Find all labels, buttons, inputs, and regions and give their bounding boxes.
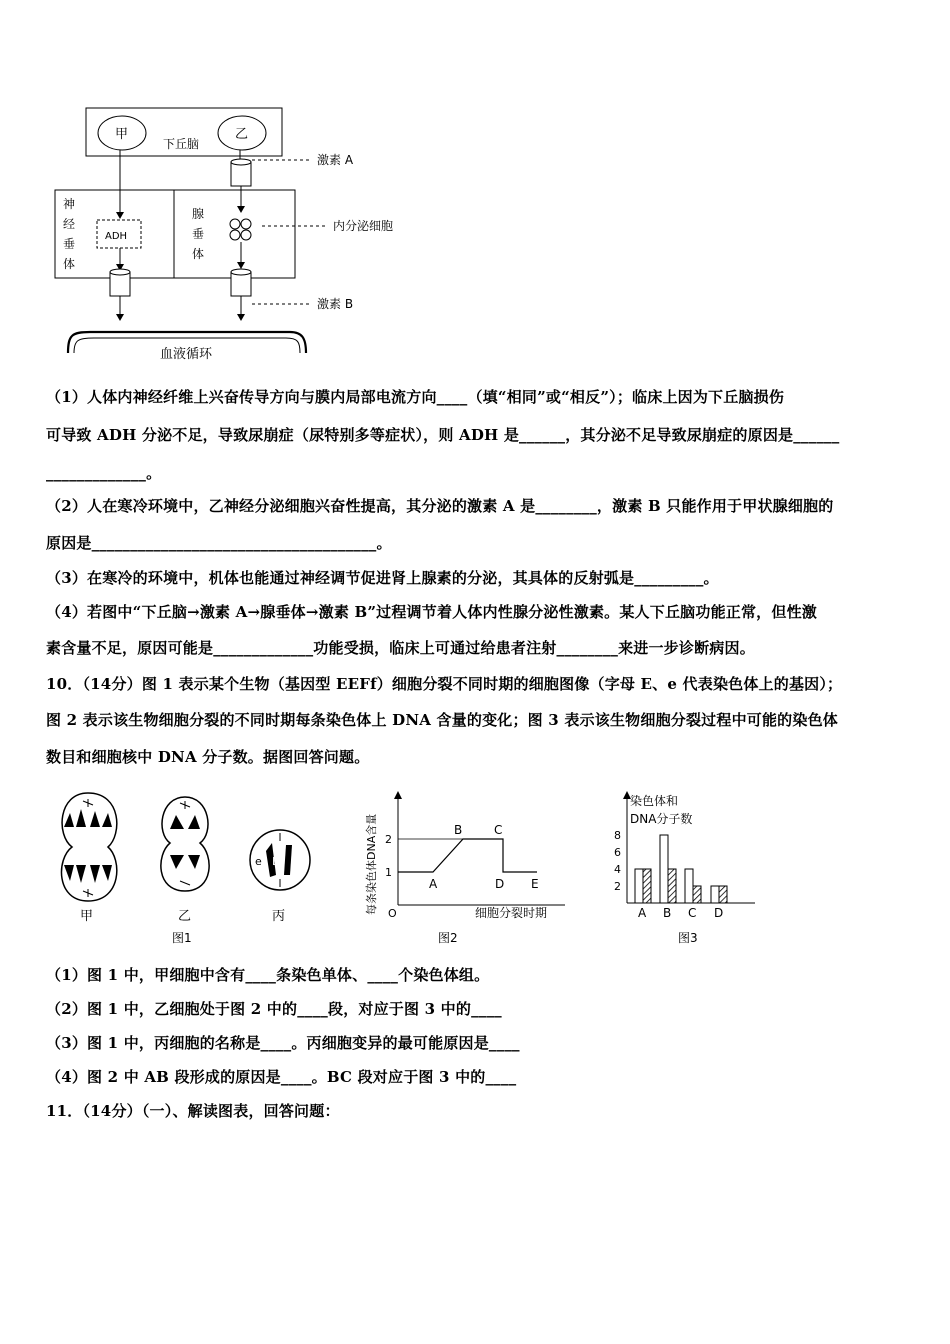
fig2-origin: O <box>388 907 397 920</box>
fig3-caption: 图3 <box>678 931 698 945</box>
q9-line-7: （4）若图中“下丘脑→激素 A→腺垂体→激素 B”过程调节着人体内性腺分泌性激素。某人下丘脑功能正常，但性激 <box>46 603 817 621</box>
gene-E-label: E <box>272 855 279 868</box>
fig3-bar-chromosome-B <box>660 835 668 903</box>
fig3-ylabel-2: DNA分子数 <box>630 812 693 826</box>
fig3-ytick-6: 6 <box>614 846 621 859</box>
svg-text:体: 体 <box>192 247 205 261</box>
endocrine-cell-label: 内分泌细胞 <box>333 219 394 233</box>
svg-text:垂: 垂 <box>192 227 205 241</box>
fig3-bar-chromosome-A <box>635 869 643 903</box>
neuro-pituitary-label <box>63 196 75 271</box>
fig2-ytick-2: 2 <box>385 833 392 846</box>
fig3-ytick-4: 4 <box>614 863 621 876</box>
figure-3-chart <box>605 785 765 955</box>
cell-jia-anaphase <box>61 793 116 901</box>
fig3-bar-dna-D <box>719 886 727 903</box>
fig2-point-B: B <box>454 823 463 837</box>
fig2-point-E: E <box>531 877 539 891</box>
hormone-b-label: 激素 B <box>317 297 354 311</box>
q9-line-3: _____________。 <box>46 464 162 482</box>
vesicle-right <box>231 269 251 296</box>
fig2-point-D: D <box>495 877 505 891</box>
svg-text:神: 神 <box>63 197 76 211</box>
fig3-category-C: C <box>688 906 697 920</box>
q9-line-1: （1）人体内神经纤维上兴奋传导方向与膜内局部电流方向____（填“相同”或“相反”）；临床上因为下丘脑损伤 <box>46 388 785 406</box>
fig3-category-A: A <box>638 906 647 920</box>
fig3-ytick-2: 2 <box>614 880 621 893</box>
svg-text:经: 经 <box>63 217 76 231</box>
q10-line-2: 图 2 表示该生物细胞分裂的不同时期每条染色体上 DNA 含量的变化；图 3 表示该生物细胞分裂过程中可能的染色体 <box>46 711 838 729</box>
adeno-pituitary-label <box>192 207 204 261</box>
q9-line-2: 可导致 ADH 分泌不足，导致尿崩症（尿特别多等症状），则 ADH 是______，其分泌不足导致尿崩症的原因是______ <box>46 426 840 444</box>
q9-line-8: 素含量不足，原因可能是_____________功能受损，临床上可通过给患者注射________来进一步诊断病因。 <box>46 639 755 657</box>
endocrine-diagram <box>50 100 470 370</box>
q11-line: 11．（14分）（一）、解读图表，回答问题： <box>46 1102 340 1120</box>
cell-yi-anaphase <box>161 797 209 891</box>
figure-1-cells <box>50 785 330 955</box>
fig3-category-B: B <box>663 906 672 920</box>
fig3-bar-dna-B <box>668 869 676 903</box>
vesicle-left <box>110 269 130 296</box>
cell-jia-label: 甲 <box>115 127 129 142</box>
cell-bing-name: 丙 <box>272 909 286 924</box>
endocrine-cells <box>230 219 251 240</box>
vesicle-top <box>231 159 251 186</box>
fig3-category-D: D <box>714 906 724 920</box>
fig2-series-line <box>398 839 537 872</box>
cell-yi-name: 乙 <box>178 909 192 924</box>
q10-sub-1: （1）图 1 中，甲细胞中含有____条染色单体、____个染色体组。 <box>46 966 490 984</box>
fig3-bar-dna-A <box>643 869 651 903</box>
fig3-bar-dna-C <box>693 886 701 903</box>
svg-text:体: 体 <box>63 257 76 271</box>
fig2-caption: 图2 <box>438 931 458 945</box>
fig3-ytick-8: 8 <box>614 829 621 842</box>
fig2-point-C: C <box>494 823 503 837</box>
fig3-ylabel-1: 染色体和 <box>630 794 679 808</box>
q9-line-5: 原因是_____________________________________。 <box>46 534 392 552</box>
gene-e-label: e <box>255 855 262 868</box>
q10-sub-2: （2）图 1 中，乙细胞处于图 2 中的____段，对应于图 3 中的____ <box>46 1000 502 1018</box>
q10-line-1: 10．（14分）图 1 表示某个生物（基因型 EEFf）细胞分裂不同时期的细胞图像（字母 E、e 代表染色体上的基因）； <box>46 675 843 693</box>
pituitary-box <box>55 190 295 278</box>
hormone-a-label: 激素 A <box>317 153 354 167</box>
svg-text:腺: 腺 <box>192 207 205 221</box>
q9-line-6: （3）在寒冷的环境中，机体也能通过神经调节促进肾上腺素的分泌，其具体的反射弧是_________。 <box>46 569 719 587</box>
adh-label: ADH <box>105 231 128 242</box>
q10-line-3: 数目和细胞核中 DNA 分子数。据图回答问题。 <box>46 748 370 766</box>
fig2-ylabel: 每条染色体DNA含量 <box>365 813 378 915</box>
q10-sub-4: （4）图 2 中 AB 段形成的原因是____。BC 段对应于图 3 中的____ <box>46 1068 517 1086</box>
fig2-point-A: A <box>429 877 438 891</box>
hypothalamus-label: 下丘脑 <box>163 137 200 151</box>
fig3-bar-chromosome-D <box>711 886 719 903</box>
blood-label: 血液循环 <box>160 347 213 362</box>
svg-text:垂: 垂 <box>63 237 76 251</box>
fig2-xlabel: 细胞分裂时期 <box>475 906 548 920</box>
figure-1-caption: 图1 <box>172 931 192 945</box>
q10-sub-3: （3）图 1 中，丙细胞的名称是____。丙细胞变异的最可能原因是____ <box>46 1034 520 1052</box>
q9-line-4: （2）人在寒冷环境中，乙神经分泌细胞兴奋性提高，其分泌的激素 A 是________，激素 B 只能作用于甲状腺细胞的 <box>46 497 834 515</box>
cell-yi-label: 乙 <box>235 127 249 142</box>
cell-jia-name: 甲 <box>80 909 94 924</box>
fig2-ytick-1: 1 <box>385 866 392 879</box>
figure-2-chart <box>355 785 585 955</box>
fig3-bar-chromosome-C <box>685 869 693 903</box>
